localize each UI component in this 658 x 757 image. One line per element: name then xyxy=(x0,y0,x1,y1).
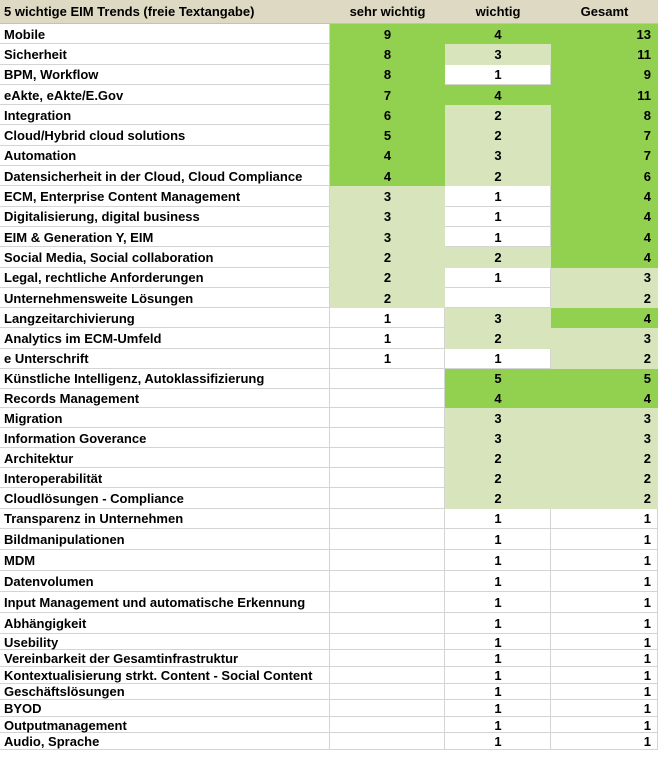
cell-gesamt: 1 xyxy=(551,700,658,717)
table-row xyxy=(0,550,658,571)
cell-sehr-wichtig xyxy=(330,408,445,428)
cell-sehr-wichtig xyxy=(330,468,445,488)
row-label: Usebility xyxy=(0,634,330,651)
cell-sehr-wichtig xyxy=(330,684,445,701)
cell-wichtig: 2 xyxy=(445,105,551,125)
cell-wichtig: 1 xyxy=(445,349,551,369)
cell-sehr-wichtig: 3 xyxy=(330,186,445,206)
row-label: Audio, Sprache xyxy=(0,733,330,750)
row-label: Bildmanipulationen xyxy=(0,529,330,550)
row-label: Mobile xyxy=(0,24,330,44)
cell-wichtig: 2 xyxy=(445,166,551,186)
row-label: Künstliche Intelligenz, Autoklassifizierung xyxy=(0,369,330,389)
cell-gesamt: 4 xyxy=(551,389,658,409)
cell-gesamt: 3 xyxy=(551,328,658,348)
cell-sehr-wichtig xyxy=(330,389,445,409)
cell-wichtig: 2 xyxy=(445,125,551,145)
cell-sehr-wichtig xyxy=(330,550,445,571)
table-row xyxy=(0,288,658,308)
cell-sehr-wichtig xyxy=(330,509,445,530)
cell-gesamt: 13 xyxy=(551,24,658,44)
cell-gesamt: 1 xyxy=(551,684,658,701)
cell-wichtig: 5 xyxy=(445,369,551,389)
cell-gesamt: 1 xyxy=(551,717,658,734)
cell-wichtig: 3 xyxy=(445,308,551,328)
table-row xyxy=(0,700,658,717)
cell-sehr-wichtig: 1 xyxy=(330,328,445,348)
row-label: Records Management xyxy=(0,389,330,409)
cell-sehr-wichtig xyxy=(330,700,445,717)
cell-wichtig: 1 xyxy=(445,186,551,206)
row-label: Analytics im ECM-Umfeld xyxy=(0,328,330,348)
row-label: Langzeitarchivierung xyxy=(0,308,330,328)
table-row xyxy=(0,509,658,530)
row-label: Input Management und automatische Erkennung xyxy=(0,592,330,613)
cell-wichtig: 2 xyxy=(445,328,551,348)
cell-sehr-wichtig: 2 xyxy=(330,288,445,308)
row-label: Integration xyxy=(0,105,330,125)
table-row xyxy=(0,247,658,267)
cell-sehr-wichtig xyxy=(330,529,445,550)
table-row xyxy=(0,308,658,328)
table-header-row xyxy=(0,0,658,24)
row-label: Social Media, Social collaboration xyxy=(0,247,330,267)
row-label: Transparenz in Unternehmen xyxy=(0,509,330,530)
row-label: BPM, Workflow xyxy=(0,65,330,85)
table-row xyxy=(0,592,658,613)
cell-wichtig: 1 xyxy=(445,717,551,734)
table-row xyxy=(0,733,658,750)
cell-gesamt: 1 xyxy=(551,550,658,571)
table-row xyxy=(0,468,658,488)
cell-gesamt: 1 xyxy=(551,571,658,592)
cell-wichtig: 3 xyxy=(445,146,551,166)
row-label: Abhängigkeit xyxy=(0,613,330,634)
row-label: Geschäftslösungen xyxy=(0,684,330,701)
cell-sehr-wichtig: 3 xyxy=(330,227,445,247)
row-label: e Unterschrift xyxy=(0,349,330,369)
cell-wichtig: 2 xyxy=(445,448,551,468)
table-row xyxy=(0,448,658,468)
cell-sehr-wichtig xyxy=(330,634,445,651)
cell-gesamt: 1 xyxy=(551,592,658,613)
cell-gesamt: 2 xyxy=(551,288,658,308)
cell-wichtig: 1 xyxy=(445,65,551,85)
cell-wichtig: 1 xyxy=(445,509,551,530)
table-row xyxy=(0,125,658,145)
cell-wichtig: 1 xyxy=(445,227,551,247)
cell-wichtig: 1 xyxy=(445,613,551,634)
cell-sehr-wichtig: 8 xyxy=(330,65,445,85)
cell-wichtig: 1 xyxy=(445,592,551,613)
cell-sehr-wichtig: 4 xyxy=(330,146,445,166)
row-label: EIM & Generation Y, EIM xyxy=(0,227,330,247)
cell-wichtig: 3 xyxy=(445,44,551,64)
cell-gesamt: 4 xyxy=(551,186,658,206)
cell-sehr-wichtig: 6 xyxy=(330,105,445,125)
table-row xyxy=(0,349,658,369)
row-label: Kontextualisierung strkt. Content - Social Content xyxy=(0,667,330,684)
row-label: Outputmanagement xyxy=(0,717,330,734)
table-row xyxy=(0,529,658,550)
table-row xyxy=(0,634,658,651)
cell-sehr-wichtig xyxy=(330,428,445,448)
cell-sehr-wichtig xyxy=(330,613,445,634)
cell-sehr-wichtig: 1 xyxy=(330,349,445,369)
row-label: Sicherheit xyxy=(0,44,330,64)
cell-gesamt: 3 xyxy=(551,268,658,288)
cell-sehr-wichtig: 5 xyxy=(330,125,445,145)
row-label: Information Goverance xyxy=(0,428,330,448)
row-label: Automation xyxy=(0,146,330,166)
table-row xyxy=(0,186,658,206)
row-label: Interoperabilität xyxy=(0,468,330,488)
cell-gesamt: 2 xyxy=(551,349,658,369)
cell-gesamt: 1 xyxy=(551,529,658,550)
column-header-wichtig: wichtig xyxy=(445,0,551,24)
cell-gesamt: 2 xyxy=(551,468,658,488)
table-row xyxy=(0,389,658,409)
cell-gesamt: 1 xyxy=(551,613,658,634)
table-row xyxy=(0,369,658,389)
cell-gesamt: 6 xyxy=(551,166,658,186)
cell-gesamt: 9 xyxy=(551,65,658,85)
column-header-gesamt: Gesamt xyxy=(551,0,658,24)
cell-gesamt: 5 xyxy=(551,369,658,389)
cell-sehr-wichtig xyxy=(330,592,445,613)
cell-sehr-wichtig xyxy=(330,488,445,508)
table-row xyxy=(0,328,658,348)
cell-sehr-wichtig: 8 xyxy=(330,44,445,64)
cell-sehr-wichtig: 1 xyxy=(330,308,445,328)
cell-gesamt: 1 xyxy=(551,733,658,750)
cell-wichtig: 1 xyxy=(445,550,551,571)
table-row xyxy=(0,428,658,448)
table-row xyxy=(0,105,658,125)
column-header-sehr-wichtig: sehr wichtig xyxy=(330,0,445,24)
cell-gesamt: 11 xyxy=(551,44,658,64)
cell-sehr-wichtig xyxy=(330,717,445,734)
cell-wichtig: 2 xyxy=(445,468,551,488)
row-label: Vereinbarkeit der Gesamtinfrastruktur xyxy=(0,650,330,667)
cell-gesamt: 3 xyxy=(551,408,658,428)
cell-wichtig: 4 xyxy=(445,24,551,44)
cell-gesamt: 1 xyxy=(551,509,658,530)
cell-wichtig: 1 xyxy=(445,700,551,717)
cell-wichtig: 4 xyxy=(445,85,551,105)
cell-wichtig: 1 xyxy=(445,529,551,550)
cell-sehr-wichtig: 2 xyxy=(330,268,445,288)
row-label: Architektur xyxy=(0,448,330,468)
cell-wichtig: 3 xyxy=(445,408,551,428)
table-row xyxy=(0,166,658,186)
table-row xyxy=(0,650,658,667)
cell-gesamt: 4 xyxy=(551,207,658,227)
cell-sehr-wichtig xyxy=(330,667,445,684)
table-row xyxy=(0,667,658,684)
cell-wichtig: 2 xyxy=(445,247,551,267)
cell-sehr-wichtig: 9 xyxy=(330,24,445,44)
cell-gesamt: 7 xyxy=(551,146,658,166)
cell-gesamt: 2 xyxy=(551,448,658,468)
cell-wichtig: 2 xyxy=(445,488,551,508)
cell-wichtig: 3 xyxy=(445,428,551,448)
cell-wichtig: 4 xyxy=(445,389,551,409)
cell-wichtig: 1 xyxy=(445,650,551,667)
row-label: Legal, rechtliche Anforderungen xyxy=(0,268,330,288)
cell-sehr-wichtig xyxy=(330,733,445,750)
row-label: MDM xyxy=(0,550,330,571)
table-row xyxy=(0,65,658,85)
cell-gesamt: 1 xyxy=(551,650,658,667)
row-label: Unternehmensweite Lösungen xyxy=(0,288,330,308)
row-label: Cloud/Hybrid cloud solutions xyxy=(0,125,330,145)
table-body xyxy=(0,24,658,750)
row-label: BYOD xyxy=(0,700,330,717)
cell-wichtig: 1 xyxy=(445,733,551,750)
cell-sehr-wichtig xyxy=(330,571,445,592)
cell-gesamt: 8 xyxy=(551,105,658,125)
table-row xyxy=(0,717,658,734)
cell-sehr-wichtig: 7 xyxy=(330,85,445,105)
cell-wichtig: 1 xyxy=(445,684,551,701)
table-row xyxy=(0,85,658,105)
cell-sehr-wichtig: 4 xyxy=(330,166,445,186)
cell-wichtig: 1 xyxy=(445,207,551,227)
cell-wichtig: 1 xyxy=(445,571,551,592)
table-row xyxy=(0,408,658,428)
table-row xyxy=(0,207,658,227)
table-row xyxy=(0,571,658,592)
cell-gesamt: 2 xyxy=(551,488,658,508)
row-label: Datenvolumen xyxy=(0,571,330,592)
cell-sehr-wichtig: 3 xyxy=(330,207,445,227)
cell-gesamt: 4 xyxy=(551,308,658,328)
table-row xyxy=(0,146,658,166)
cell-wichtig: 1 xyxy=(445,667,551,684)
cell-gesamt: 4 xyxy=(551,247,658,267)
cell-wichtig xyxy=(445,288,551,308)
cell-gesamt: 7 xyxy=(551,125,658,145)
table-row xyxy=(0,488,658,508)
table-row xyxy=(0,684,658,701)
table-row xyxy=(0,227,658,247)
row-label: ECM, Enterprise Content Management xyxy=(0,186,330,206)
cell-gesamt: 3 xyxy=(551,428,658,448)
row-label: Datensicherheit in der Cloud, Cloud Compliance xyxy=(0,166,330,186)
table-row xyxy=(0,613,658,634)
cell-wichtig: 1 xyxy=(445,634,551,651)
table-row xyxy=(0,24,658,44)
cell-gesamt: 11 xyxy=(551,85,658,105)
cell-sehr-wichtig: 2 xyxy=(330,247,445,267)
cell-sehr-wichtig xyxy=(330,650,445,667)
table-title: 5 wichtige EIM Trends (freie Textangabe) xyxy=(0,0,330,24)
row-label: Digitalisierung, digital business xyxy=(0,207,330,227)
cell-gesamt: 1 xyxy=(551,667,658,684)
cell-wichtig: 1 xyxy=(445,268,551,288)
row-label: Migration xyxy=(0,408,330,428)
row-label: eAkte, eAkte/E.Gov xyxy=(0,85,330,105)
row-label: Cloudlösungen - Compliance xyxy=(0,488,330,508)
cell-sehr-wichtig xyxy=(330,369,445,389)
cell-gesamt: 4 xyxy=(551,227,658,247)
cell-sehr-wichtig xyxy=(330,448,445,468)
cell-gesamt: 1 xyxy=(551,634,658,651)
table-row xyxy=(0,44,658,64)
table-row xyxy=(0,268,658,288)
